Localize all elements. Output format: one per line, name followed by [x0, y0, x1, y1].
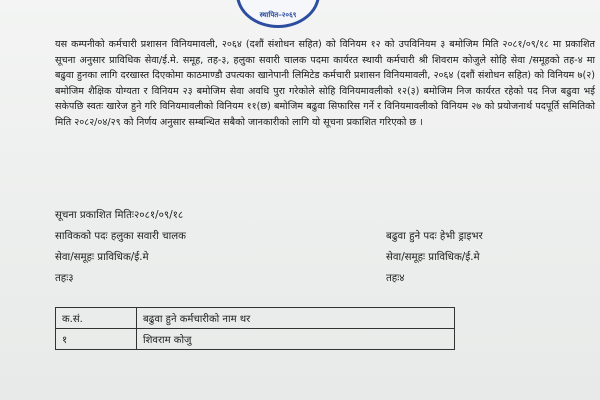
table-header-row: [56, 308, 455, 329]
table-cell-serial: १: [56, 329, 137, 350]
table-header-name: बढुवा हुने कर्मचारीको नाम थर: [137, 308, 455, 329]
published-date: सूचना प्रकाशित मितिः२०८१/०९/१८: [55, 210, 184, 221]
promoted-level: तहः४: [386, 273, 405, 284]
previous-service-group: सेवा/समूहः प्राविधिक/ई.मे: [55, 252, 149, 263]
organization-seal: [236, 0, 320, 28]
promoted-service-group: सेवा/समूहः प्राविधिक/ई.मे: [386, 252, 480, 263]
table-header-serial: क.सं.: [56, 308, 137, 329]
promoted-post: बढुवा हुने पदः हेभी ड्राइभर: [386, 231, 483, 242]
previous-level: तहः३: [55, 273, 74, 284]
previous-post: साविकको पदः हलुका सवारी चालक: [55, 231, 186, 242]
table-cell-name: शिवराम कोजु: [137, 329, 455, 350]
notice-paragraph: यस कम्पनीको कर्मचारी प्रशासन विनियमावली, २०६४ (दशौं संशोधन सहित) को विनियम १२ को उपविनियम ३ बमोजिम मिति २०८१/०९/१८ मा प्रकाशित सूचना अनुसार प्राविधिक सेवा/ई.मे. समूह, तह-३, हलुका सवारी चालक पदमा कार्यरत स्थायी कर्मचारी श्री शिवराम कोजुले सोहि सेवा /समूहको तह-४ मा बढुवा हुनका लागि दरखास्त दिएकोमा काठमाण्डौ उपत्यका खानेपानी लिमिटेड कर्मचारी प्रशासन विनियमावली, २०६४ (दशौं संशोधन सहित) को विनियम ७(२) बमोजिम शैक्षिक योग्यता र विनियम २३ बमोजिम सेवा अवधि पुरा गरेकोले सोहि विनियमावलीको १२(३) बमोजिम निज कार्यरत रहेको पद निज बढुवा भई सकेपछि स्वतः खारेज हुने गरि विनियमावलीको विनियम ११(छ) बमोजिम बढुवा सिफारिस गर्ने र विनियमावलीको विनियम २७ को प्रयोजनार्थ पदपूर्ति समितिको मिति २०८२/०४/२९ को निर्णय अनुसार सम्बन्धित सबैको जानकारीको लागि यो सूचना प्रकाशित गरिएको छ ।: [55, 39, 595, 128]
table-row: [56, 329, 455, 350]
seal-text: स्थापित–२०६९: [259, 11, 297, 19]
promoted-employee-table: [55, 307, 455, 350]
